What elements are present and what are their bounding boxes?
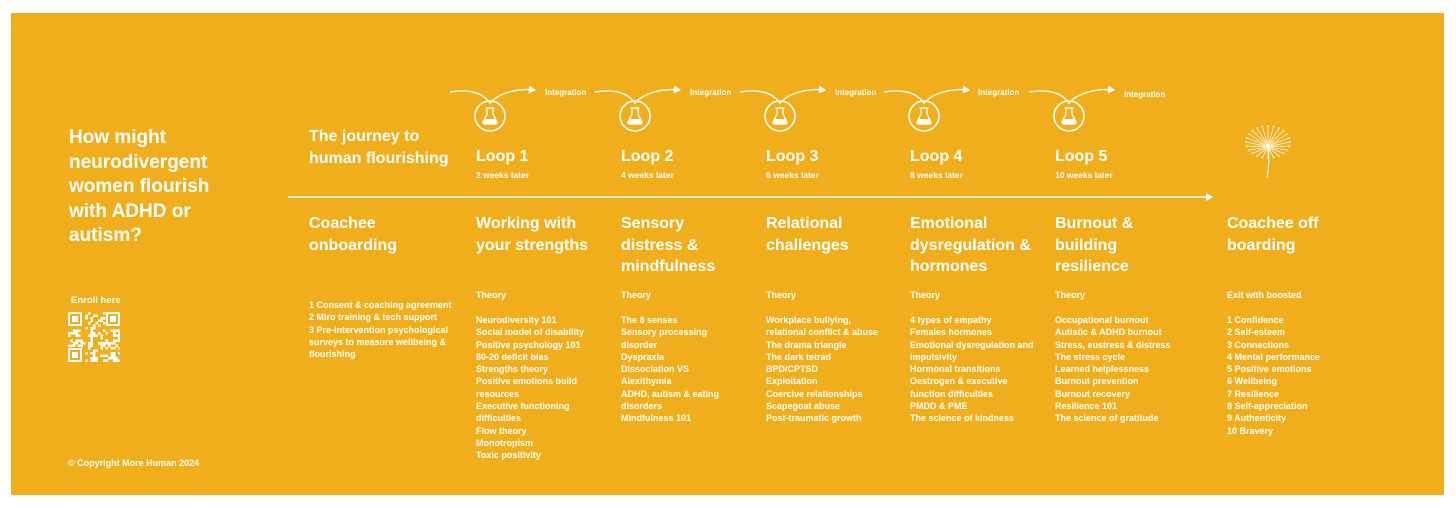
integration-label-3: Integration [835, 88, 877, 97]
list-item: PMDD & PME [910, 401, 968, 412]
list-item: Autistic & ADHD burnout [1055, 327, 1162, 338]
loop-timing: 10 weeks later [1055, 170, 1113, 180]
list-item: Monotropism [476, 437, 533, 448]
list-item: Oestrogen & executive function difficulties [910, 376, 1008, 399]
stage-title: Relational challenges [766, 215, 849, 254]
list-item: The drama triangle [766, 339, 847, 350]
list-item: Mindfulness 101 [621, 413, 692, 424]
list-item: Post-traumatic growth [766, 413, 862, 424]
list-item: 4 Mental performance [1227, 351, 1321, 362]
qr-code[interactable] [68, 312, 120, 362]
list-item: Exploitation [766, 376, 818, 387]
flask-icon [765, 101, 795, 131]
flask-icon [475, 101, 505, 131]
stage-title: Emotional dysregulation & hormones [910, 215, 1031, 275]
loop-5 [1055, 148, 1113, 180]
list-item: 8 Self-appreciation [1227, 401, 1308, 412]
loop-4 [910, 148, 963, 180]
stage-emotional [910, 213, 1035, 425]
list-item: 7 Resilience [1227, 388, 1280, 399]
list-item: Social model of disability [476, 327, 585, 338]
list-item: Occupational burnout [1055, 315, 1149, 325]
stage-relational [766, 213, 891, 425]
list-item: Dyspraxia [621, 351, 665, 362]
section-label: Theory [1055, 290, 1086, 300]
list-item: Positive emotions build resources [476, 376, 578, 399]
section-label: Exit with boosted [1227, 290, 1302, 300]
section-label: Theory [766, 290, 797, 300]
list-item: ADHD, autism & eating disorders [621, 388, 720, 412]
list-item: Toxic positivity [476, 450, 541, 461]
list-item: Learned helplessness [1055, 364, 1150, 375]
list-item: Workplace bullying, relational conflict & abuse [766, 315, 879, 338]
loop-title: Loop 5 [1055, 148, 1108, 165]
loop-timing: 6 weeks later [766, 170, 819, 180]
list-item: Coercive relationships [766, 388, 863, 399]
dandelion-icon [1245, 125, 1291, 178]
flask-icon [909, 101, 939, 131]
list-item: BPD/CPTSD [766, 364, 819, 375]
stage-title: Working with your strengths [476, 215, 589, 254]
integration-label-4: Integration [978, 88, 1020, 97]
loop-1 [476, 148, 529, 180]
integration-label-5: Integration [1124, 90, 1166, 99]
list-item: Dissociation VS Alexithymia [621, 364, 690, 387]
loop-3 [766, 148, 819, 180]
stage-items [476, 314, 594, 462]
flask-icon [1054, 101, 1084, 131]
enroll-label: Enroll here [71, 295, 121, 306]
integration-label-2: Integration [690, 88, 732, 97]
list-item: Burnout recovery [1055, 388, 1131, 399]
list-item: Flow theory [476, 425, 527, 436]
list-item: 3 Connections [1227, 339, 1290, 350]
list-item: The science of kindness [910, 413, 1015, 424]
list-item: 1 Consent & coaching agreement [309, 300, 452, 310]
list-item: Burnout prevention [1055, 376, 1139, 387]
loop-timing: 4 weeks later [621, 170, 674, 180]
list-item: 2 Self-esteem [1227, 327, 1286, 338]
loop-title: Loop 3 [766, 148, 819, 165]
section-label: Theory [621, 290, 652, 300]
stage-offboarding [1227, 213, 1347, 437]
list-item: 6 Wellbeing [1227, 376, 1277, 387]
list-item: 5 Positive emotions [1227, 364, 1312, 375]
list-item: Females hormones [910, 327, 993, 338]
list-item: Neurodiversity 101 [476, 315, 557, 325]
list-item: 9 Authenticity [1227, 413, 1287, 424]
list-item: 4 types of empathy [910, 315, 992, 325]
section-label: Theory [476, 290, 507, 300]
list-item: 2 Miro training & tech support [309, 312, 438, 323]
list-item: The stress cycle [1055, 351, 1126, 362]
list-item: Positive psychology 101 [476, 339, 581, 350]
stage-items [910, 314, 1035, 425]
list-item: The science of gratitude [1055, 413, 1159, 424]
stage-burnout [1055, 213, 1173, 425]
stage-items [1227, 314, 1347, 437]
stage-strengths [476, 213, 594, 462]
list-item: 3 Pre-intervention psychological surveys to measure wellbeing & flourishing [309, 324, 449, 360]
stage-items [621, 314, 736, 425]
list-item: 80-20 deficit bias [476, 351, 549, 362]
list-item: The 8 senses [621, 315, 678, 325]
loop-title: Loop 1 [476, 148, 529, 165]
copyright: © Copyright More Human 2024 [68, 458, 200, 468]
stage-items [766, 314, 891, 425]
journey-title: The journey to human flourishing [309, 128, 449, 167]
list-item: The dark tetrad [766, 351, 832, 362]
list-item: Emotional dysregulation and impulsivity [910, 339, 1034, 362]
list-item: 1 Confidence [1227, 315, 1284, 325]
stage-title: Burnout & building resilience [1055, 215, 1134, 275]
loop-timing: 2 weeks later [476, 170, 529, 180]
list-item: 10 Bravery [1227, 425, 1274, 436]
stage-title: Coachee off boarding [1227, 215, 1319, 254]
list-item: Strengths theory [476, 364, 549, 375]
stage-sensory [621, 213, 736, 425]
integration-label-1: Integration [545, 88, 587, 97]
loop-timing: 8 weeks later [910, 170, 963, 180]
list-item: Hormonal transitions [910, 364, 1001, 375]
list-item: Scapegoat abuse [766, 401, 841, 412]
stage-items [1055, 314, 1173, 425]
list-item: Sensory processing disorder [621, 327, 708, 350]
loop-title: Loop 4 [910, 148, 963, 165]
stage-onboarding [309, 213, 454, 360]
flask-icon [620, 101, 650, 131]
stage-title: Sensory distress & mindfulness [621, 215, 716, 275]
headline-question: How might neurodivergent women flourish with ADHD or autism? [69, 127, 210, 247]
list-item: Stress, eustress & distress [1055, 339, 1171, 350]
loop-title: Loop 2 [621, 148, 674, 165]
list-item: Resilience 101 [1055, 401, 1118, 412]
stage-items [309, 299, 454, 360]
section-label: Theory [910, 290, 941, 300]
loop-2 [621, 148, 674, 180]
list-item: Executive functioning difficulties [476, 401, 570, 424]
stage-title: Coachee onboarding [309, 215, 397, 254]
